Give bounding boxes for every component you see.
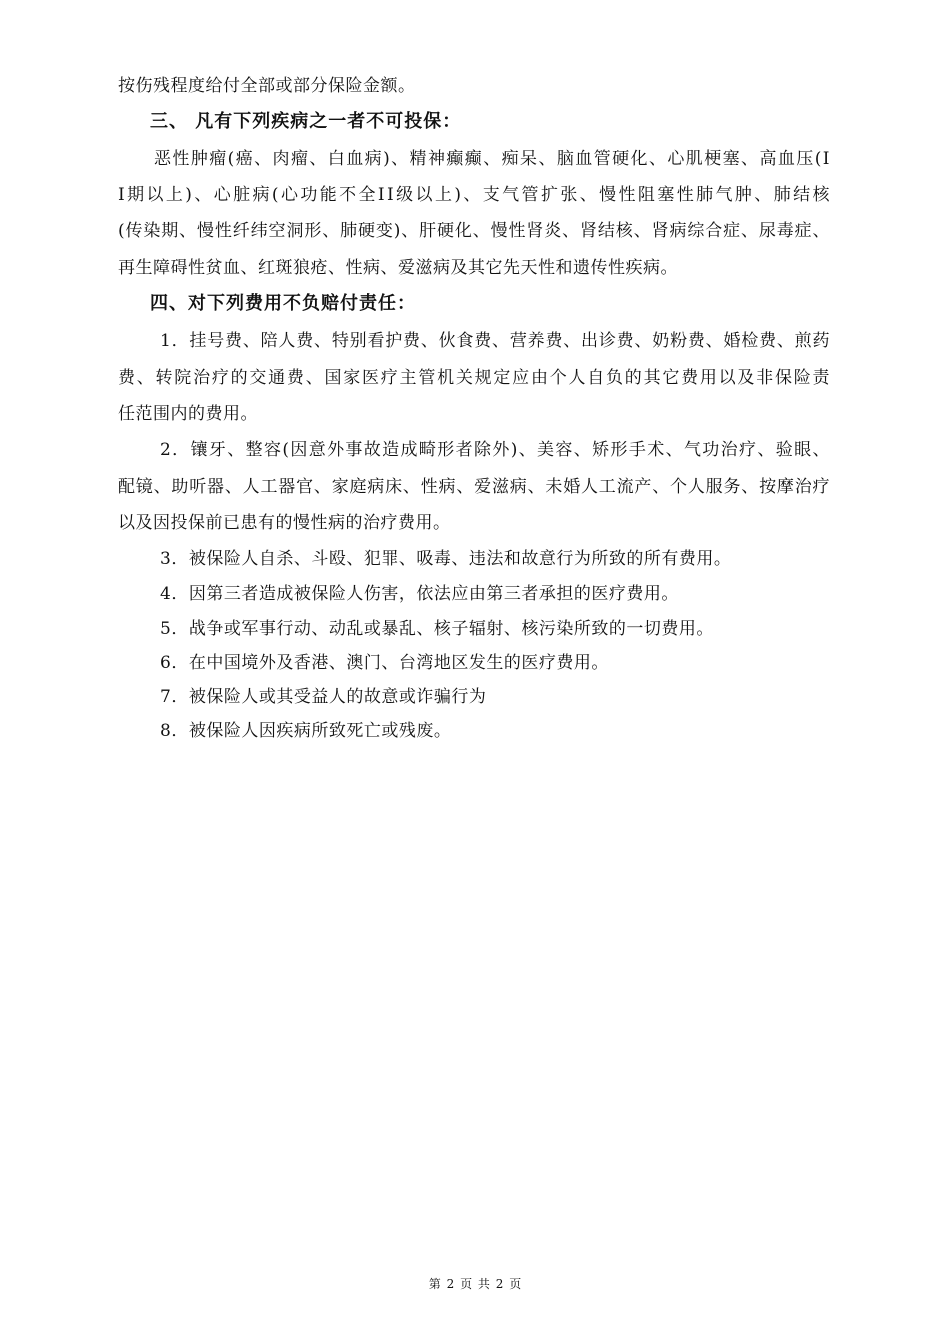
item-1-line-2: 费、转院治疗的交通费、国家医疗主管机关规定应由个人自负的其它费用以及非保险责 (118, 368, 830, 388)
item-4: 4．因第三者造成被保险人伤害，依法应由第三者承担的医疗费用。 (160, 584, 679, 604)
item-2-line-2: 配镜、助听器、人工器官、家庭病床、性病、爱滋病、未婚人工流产、个人服务、按摩治疗 (118, 477, 830, 497)
section-3-line-3: (传染期、慢性纤纬空洞形、肺硬变)、肝硬化、慢性肾炎、肾结核、肾病综合症、尿毒症、 (118, 221, 830, 241)
footer-prefix: 第 (428, 1277, 441, 1291)
intro-line: 按伤残程度给付全部或部分保险金额。 (118, 76, 416, 96)
section-3-heading: 三、 凡有下列疾病之一者不可投保： (150, 111, 462, 132)
footer-current-page: 2 (446, 1277, 455, 1291)
page-footer (0, 1276, 950, 1292)
item-3: 3．被保险人自杀、斗殴、犯罪、吸毒、违法和故意行为所致的所有费用。 (160, 549, 732, 569)
item-8: 8．被保险人因疾病所致死亡或残废。 (160, 721, 452, 741)
item-2-line-3: 以及因投保前已患有的慢性病的治疗费用。 (118, 513, 451, 533)
item-2-line-1: 2．镶牙、整容(因意外事故造成畸形者除外)、美容、矫形手术、气功治疗、验眼、 (160, 440, 830, 460)
item-6: 6．在中国境外及香港、澳门、台湾地区发生的医疗费用。 (160, 653, 609, 673)
section-3-line-2: Ⅰ期以上)、心脏病(心功能不全ⅠⅠ级以上)、支气管扩张、慢性阻塞性肺气肿、肺结核 (118, 185, 830, 205)
item-1-line-3: 任范围内的费用。 (118, 404, 258, 424)
item-5: 5．战争或军事行动、动乱或暴乱、核子辐射、核污染所致的一切费用。 (160, 619, 714, 639)
footer-page-word: 页 (460, 1277, 473, 1291)
footer-total-prefix: 共 (477, 1277, 490, 1291)
section-3-line-1: 恶性肿瘤(癌、肉瘤、白血病)、精神癫癫、痴呆、脑血管硬化、心肌梗塞、高血压(Ⅰ (154, 149, 830, 169)
section-3-line-4: 再生障碍性贫血、红斑狼疮、性病、爱滋病及其它先天性和遗传性疾病。 (118, 258, 678, 278)
footer-total-pages: 2 (495, 1277, 504, 1291)
item-1-line-1: 1．挂号费、陪人费、特别看护费、伙食费、营养费、出诊费、奶粉费、婚检费、煎药 (160, 331, 830, 351)
item-7: 7．被保险人或其受益人的故意或诈骗行为 (160, 687, 487, 707)
section-4-heading: 四、对下列费用不负赔付责任： (150, 293, 416, 314)
footer-suffix: 页 (509, 1277, 522, 1291)
